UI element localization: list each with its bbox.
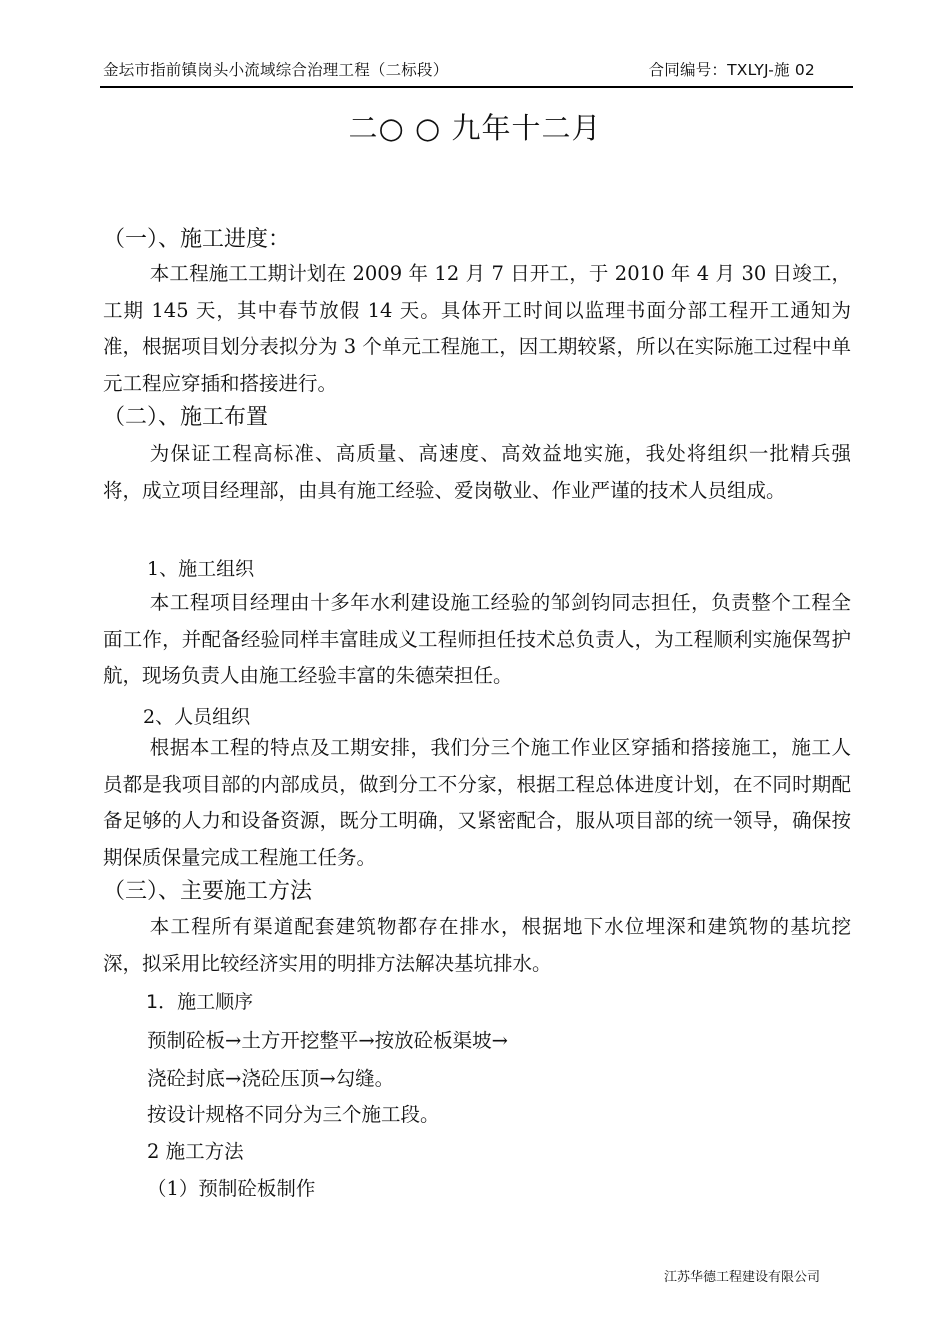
- header-project-title: 金坛市指前镇岗头小流域综合治理工程（二标段）: [103, 61, 449, 79]
- section-2-sub-2-paragraph: 根据本工程的特点及工期安排，我们分三个施工作业区穿插和搭接施工，施工人员都是我项目部的内部成员，做到分工不分家，根据工程总体进度计划，在不同时期配备足够的人力和设备资源，既分工明确，又紧密配合，服从项目部的统一领导，确保按期保质保量完成工程施工任务。: [103, 736, 851, 869]
- footer-company: 江苏华德工程建设有限公司: [663, 1270, 820, 1285]
- section-3-sub-1-heading: 1．施工顺序: [146, 991, 254, 1013]
- section-1-paragraph: 本工程施工工期计划在 2009 年 12 月 7 日开工，于 2010 年 4 月 30 日竣工，工期 145 天，其中春节放假 14 天。具体开工时间以监理书面分部工程开工通知为准，根据项目划分表拟分为 3 个单元工程施工，因工期较紧，所以在实际施工过程中单元工程应穿插和搭接进行。: [103, 262, 851, 395]
- section-3-heading: （三）、主要施工方法: [103, 879, 313, 904]
- section-3-paragraph: 本工程所有渠道配套建筑物都存在排水，根据地下水位埋深和建筑物的基坑挖深，拟采用比较经济实用的明排方法解决基坑排水。: [103, 915, 851, 975]
- section-3-sub-2-item-1: （1）预制砼板制作: [147, 1177, 316, 1200]
- section-2-sub-2-heading: 2、人员组织: [143, 706, 251, 728]
- section-2-paragraph: 为保证工程高标准、高质量、高速度、高效益地实施，我处将组织一批精兵强将，成立项目经理部，由具有施工经验、爱岗敬业、作业严谨的技术人员组成。: [103, 442, 851, 502]
- section-2-sub-1-heading: 1、施工组织: [147, 558, 255, 580]
- section-2-sub-1-paragraph: 本工程项目经理由十多年水利建设施工经验的邹剑钧同志担任，负责整个工程全面工作，并配备经验同样丰富眭成义工程师担任技术总负责人，为工程顺利实施保驾护航，现场负责人由施工经验丰富的朱德荣担任。: [103, 591, 851, 687]
- section-3-sub-2-heading: 2 施工方法: [147, 1140, 244, 1163]
- construction-sequence-line-1: 预制砼板→土方开挖整平→按放砼板渠坡→: [147, 1029, 509, 1052]
- header-divider: [100, 86, 853, 88]
- header-contract-number: 合同编号：TXLYJ-施 02: [648, 61, 815, 79]
- section-2-heading: （二）、施工布置: [103, 405, 269, 430]
- date-title: 二○ ○ 九年十二月: [348, 111, 602, 145]
- section-1-heading: （一）、施工进度：: [103, 227, 291, 252]
- construction-sequence-line-2: 浇砼封底→浇砼压顶→勾缝。: [147, 1067, 395, 1090]
- construction-sequence-line-3: 按设计规格不同分为三个施工段。: [147, 1103, 440, 1126]
